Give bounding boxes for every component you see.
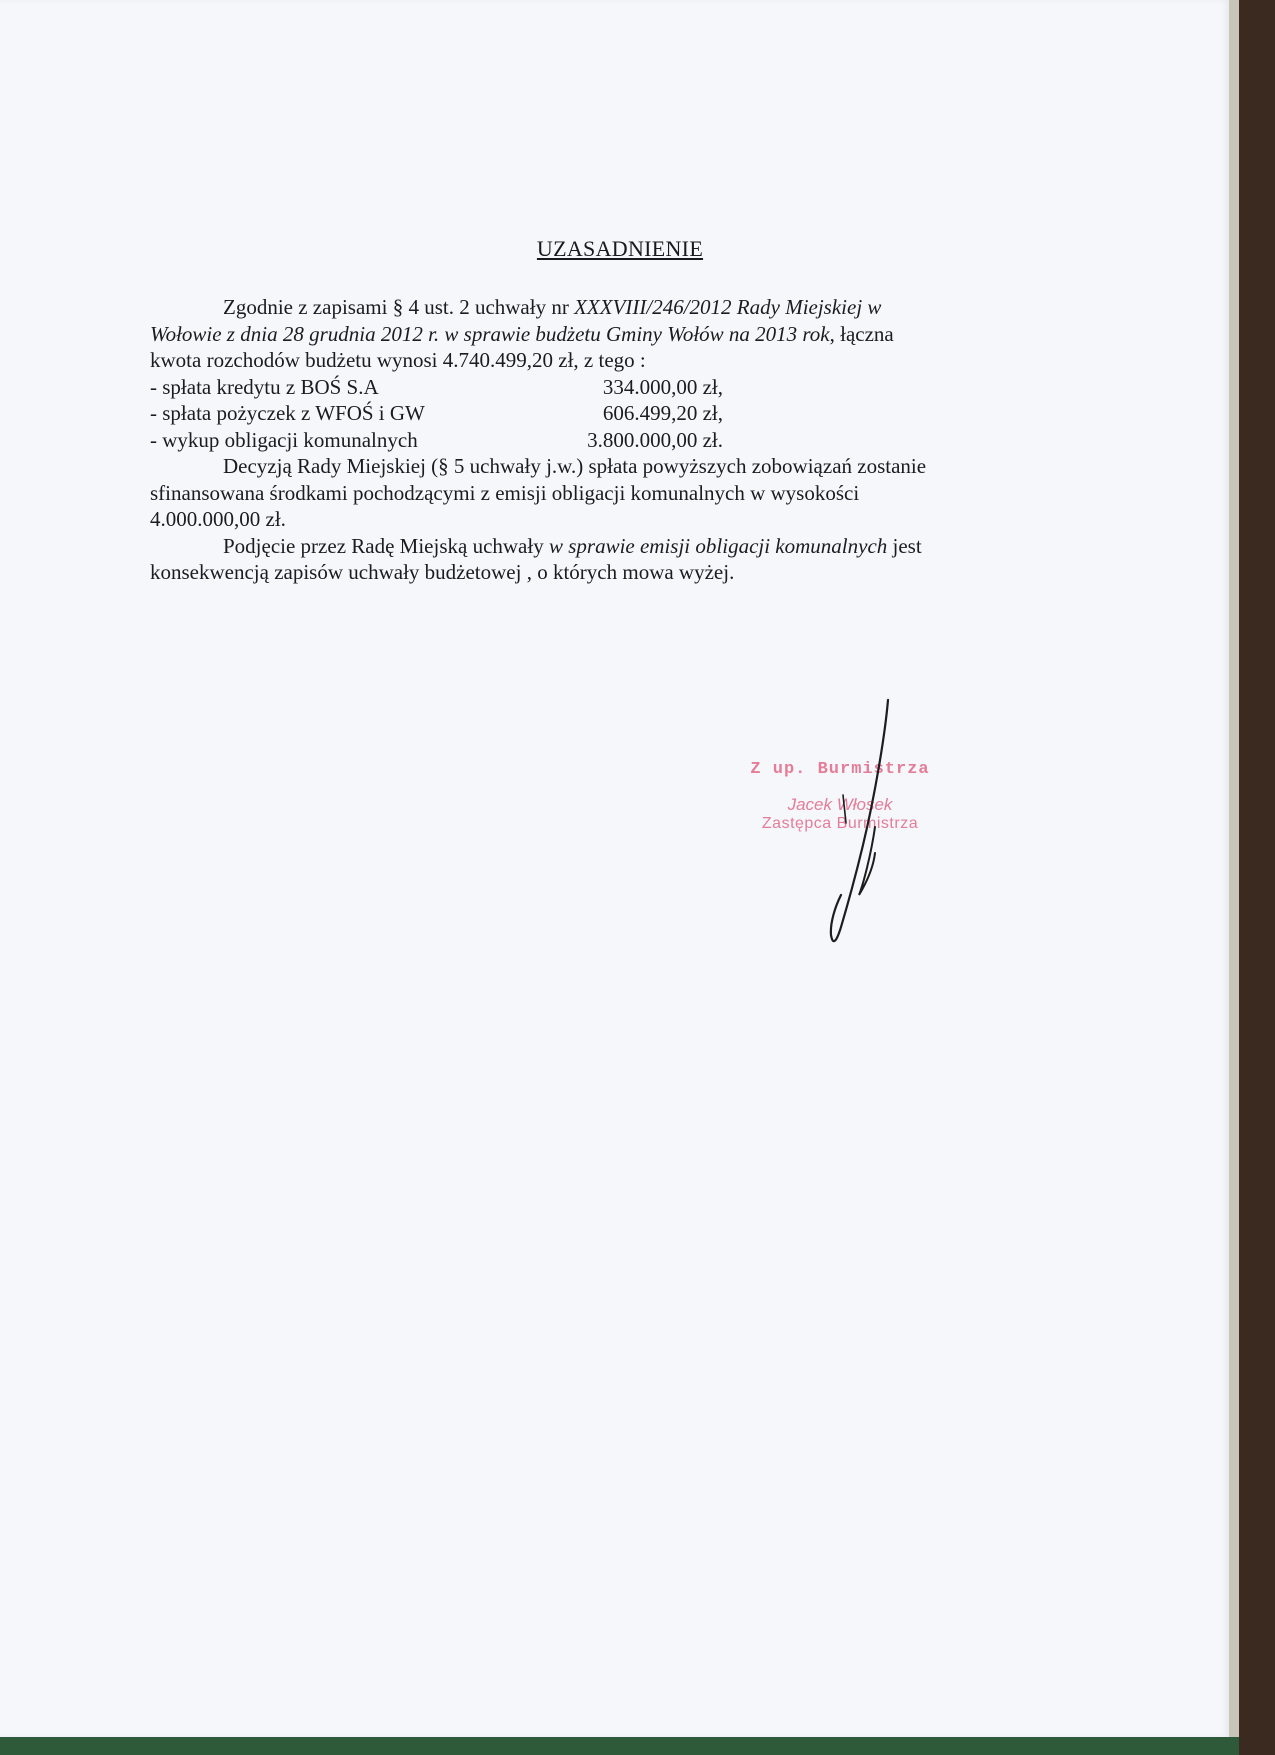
expense-item-label: - spłata kredytu z BOŚ S.A [150,374,379,399]
paragraph2-line3: 4.000.000,00 zł. [150,507,286,531]
stamp-line3: Zastępca Burmistrza [761,815,919,832]
expense-item-label: - wykup obligacji komunalnych [150,427,418,452]
expense-item-amount: 334.000,00 zł, [602,374,723,399]
paragraph3-intro: Podjęcie przez Radę Miejską uchwały [223,533,549,558]
paragraph3-line2: konsekwencją zapisów uchwały budżetowej , o których mowa wyżej. [150,560,735,584]
handwritten-signature [805,695,915,950]
paragraph1-line2 [150,321,1080,348]
resolution-reference: XXXVIII/246/2012 Rady Miejskiej w [574,295,882,319]
stamp-line2: Jacek Włosek [787,795,893,814]
expense-item [150,374,1080,401]
paragraph3-after: jest [887,533,922,558]
expense-item [150,400,1080,427]
expense-item-amount: 606.499,20 zł, [602,401,723,425]
paragraph3-italic: w sprawie emisji obligacji komunalnych [548,533,888,558]
expense-item [150,427,1080,454]
resolution-subject: Wołowie z dnia 28 grudnia 2012 r. w sprawie budżetu Gminy Wołów na 2013 rok [150,321,830,346]
expense-item-amount: 3.800.000,00 zł. [587,427,723,452]
paragraph1-line1 [150,294,1080,321]
paragraph1-line2-rest: , łączna [829,321,894,346]
paragraph2-line2: sfinansowana środkami pochodzącymi z emisji obligacji komunalnych w wysokości [150,480,860,505]
paragraph1-intro: Zgodnie z zapisami § 4 ust. 2 uchwały nr [223,295,575,319]
expense-item-label: - spłata pożyczek z WFOŚ i GW [150,401,425,425]
paragraph3-line1 [150,533,1080,560]
stamp-line1: Z up. Burmistrza [750,760,930,779]
document-body [150,294,1080,586]
scan-bottom-strip [0,1737,1239,1755]
paragraph2-line1: Decyzją Rady Miejskiej (§ 5 uchwały j.w.) spłata powyższych zobowiązań zostanie [223,454,927,478]
document-title: UZASADNIENIE [536,236,704,261]
paper-edge [1229,0,1239,1755]
paragraph1-line3: kwota rozchodów budżetu wynosi 4.740.499,20 zł, z tego : [150,348,646,372]
